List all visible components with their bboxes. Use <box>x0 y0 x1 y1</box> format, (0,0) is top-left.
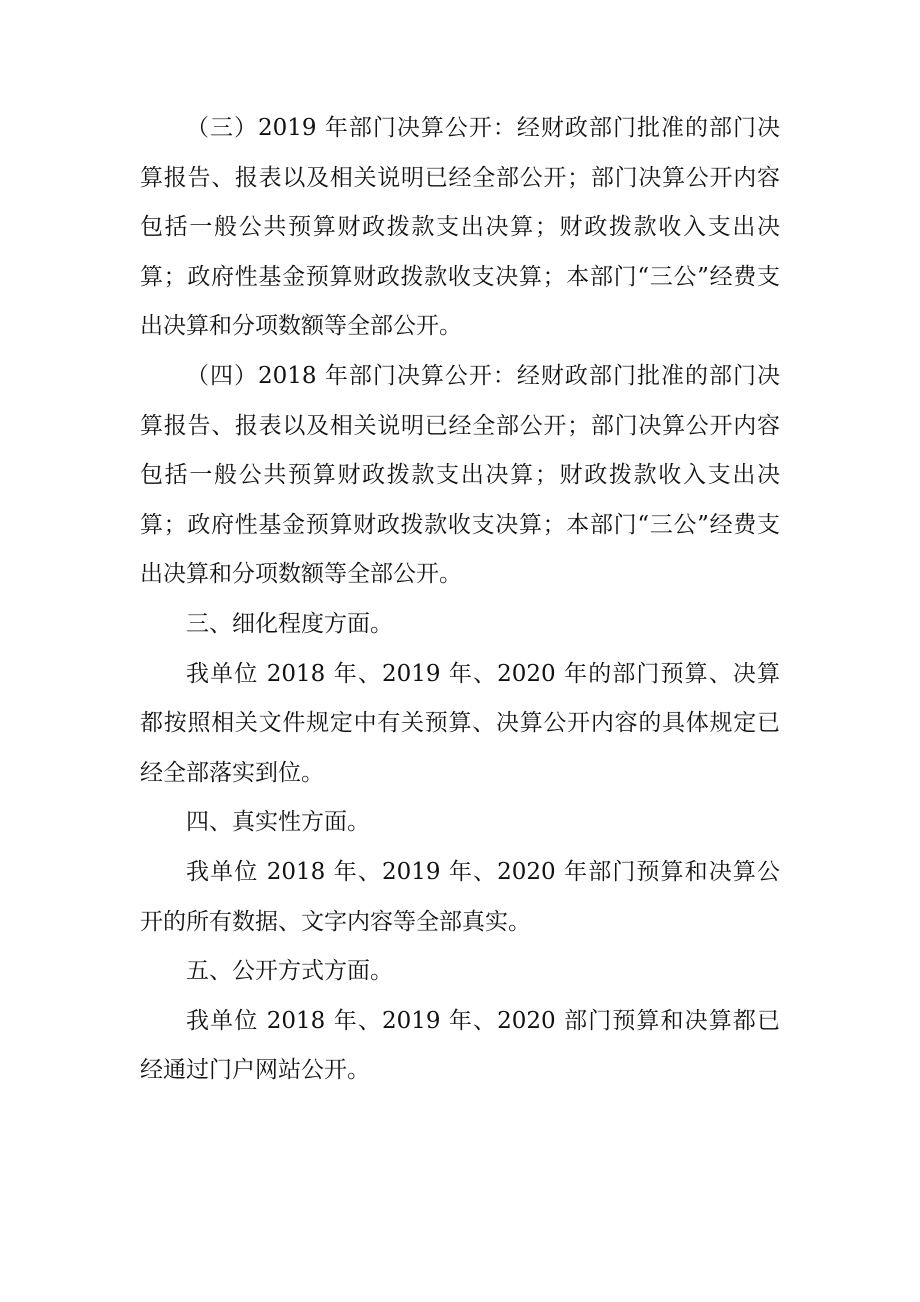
paragraph-disclosure-method: 我单位 2018 年、2019 年、2020 部门预算和决算都已经通过门户网站公开。 <box>140 1007 780 1084</box>
heading-disclosure-method: 五、公开方式方面。 <box>186 958 393 985</box>
paragraph-section-4-final-accounts-2018: （四）2018 年部门决算公开：经财政部门批准的部门决算报告、报表以及相关说明已经全部公开；部门决算公开内容包括一般公共预算财政拨款支出决算；财政拨款收入支出决算；政府性基金预算财政拨款收支决算；本部门“三公”经费支出决算和分项数额等全部公开。 <box>140 362 780 588</box>
paragraph-section-3-final-accounts-2019: （三）2019 年部门决算公开：经财政部门批准的部门决算报告、报表以及相关说明已经全部公开；部门决算公开内容包括一般公共预算财政拨款支出决算；财政拨款收入支出决算；政府性基金预算财政拨款收支决算；本部门“三公”经费支出决算和分项数额等全部公开。 <box>140 115 780 340</box>
heading-detail-level: 三、细化程度方面。 <box>186 610 393 637</box>
heading-authenticity: 四、真实性方面。 <box>186 809 370 836</box>
document-body <box>140 104 780 1096</box>
paragraph-detail-level: 我单位 2018 年、2019 年、2020 年的部门预算、决算都按照相关文件规定中有关预算、决算公开内容的具体规定已经全部落实到位。 <box>140 660 780 786</box>
paragraph-authenticity: 我单位 2018 年、2019 年、2020 年部门预算和决算公开的所有数据、文字内容等全部真实。 <box>140 858 780 935</box>
